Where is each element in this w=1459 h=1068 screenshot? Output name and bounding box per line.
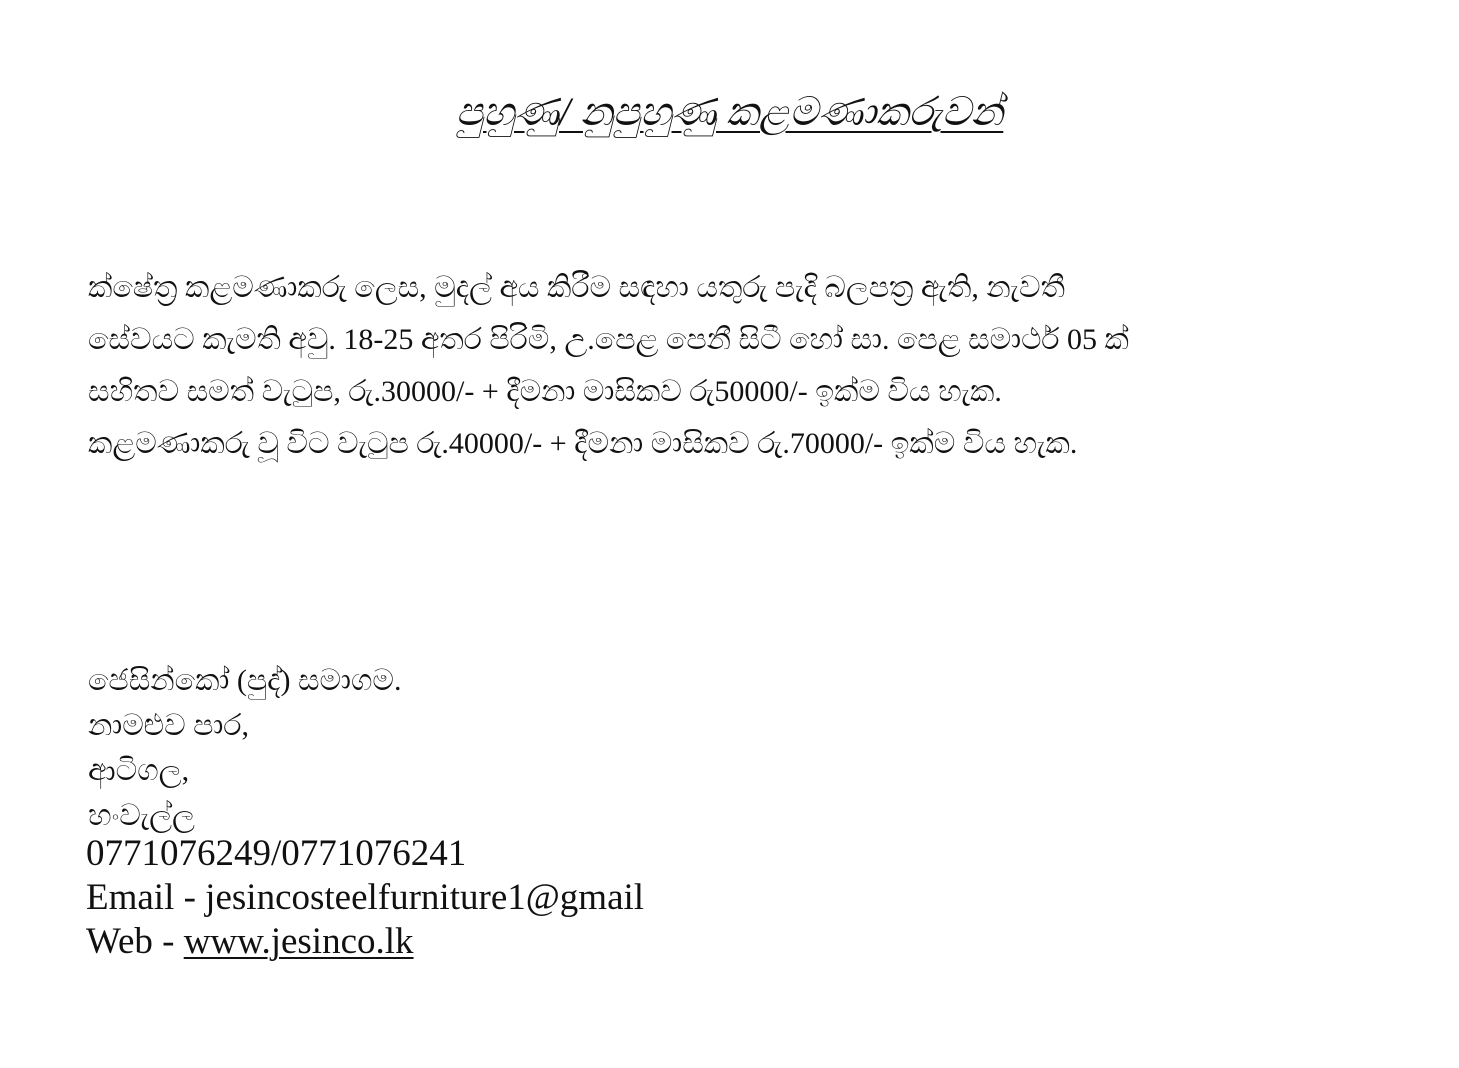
description-line-2: සේවයට කැමති අවු. 18-25 අතර පිරිමි, උ.පෙළ පෙනී සිටී හෝ සා. පෙළ සමාර්ථ 05 ක් (88, 323, 1129, 356)
address-line-3: හංවැල්ල (88, 799, 195, 832)
description-line-4: කළමණාකරු වූ විට වැටුප රු.40000/- + දීමනා මාසිකව රු.70000/- ඉක්ම විය හැක. (88, 427, 1078, 460)
page-title: පුහුණු/ නුපුහුණු කළමණාකරුවන් (455, 89, 1004, 134)
contact-details (86, 832, 1286, 964)
website-link[interactable]: www.jesinco.lk (183, 921, 414, 962)
phone-numbers: 0771076249/0771076241 (86, 833, 467, 874)
address-line-1: නාමළුව පාර, (88, 709, 249, 742)
web-label: Web - (86, 921, 184, 962)
description-line-3: සහිතව සමත් වැටුප, රු.30000/- + දීමනා මාසිකව රු50000/- ඉක්ම විය හැක. (88, 375, 1002, 408)
address-line-2: ආටිගල, (88, 754, 190, 787)
web-line (86, 920, 1286, 964)
email-line: Email - jesincosteelfurniture1@gmail (86, 877, 645, 918)
job-description (88, 262, 1388, 470)
description-line-1: ක්ෂේත්‍ර කළමණාකරු ලෙස, මුදල් අය කිරීම සඳහා යතුරු පැදි බලපත්‍ර ඇති, නැවතී (88, 271, 1065, 304)
company-name: ජෙසින්කෝ (පුද්) සමාගම. (88, 664, 402, 697)
company-address (88, 658, 1288, 838)
